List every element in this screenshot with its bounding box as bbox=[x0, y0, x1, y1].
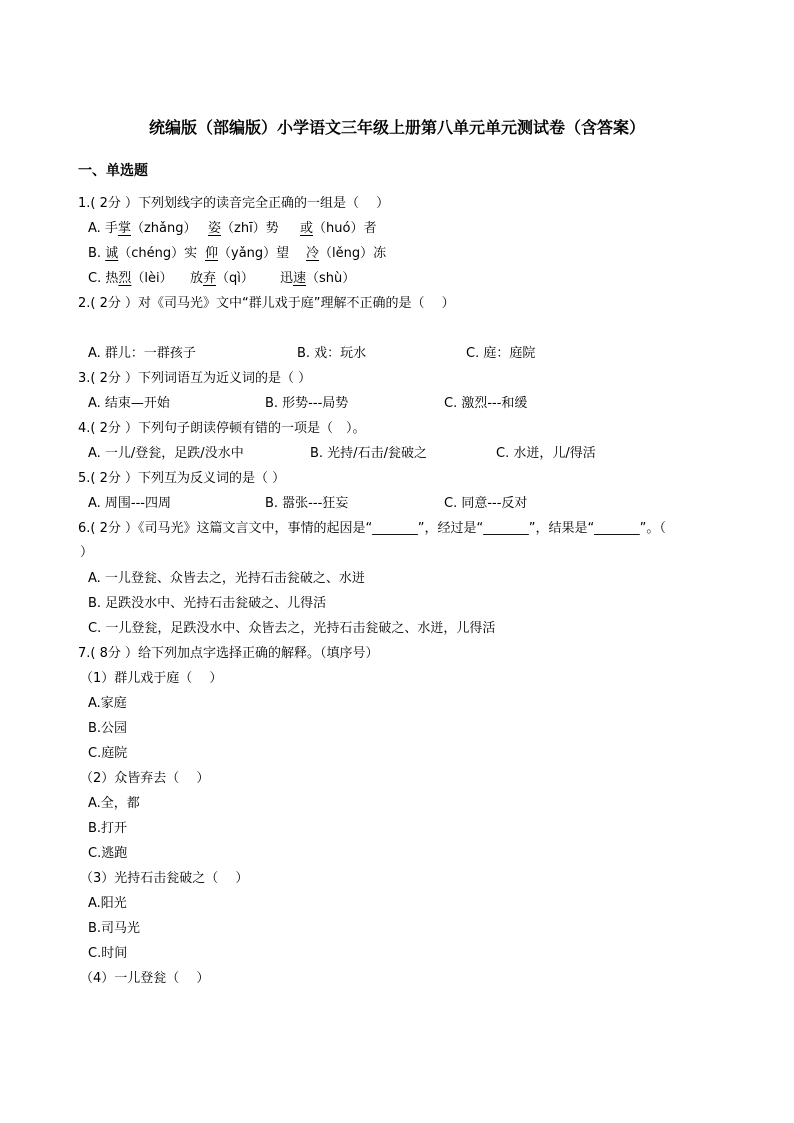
q5-option-b: B. 嚣张---狂妄 bbox=[265, 496, 349, 511]
q1-option-c bbox=[88, 270, 173, 288]
q1-a2-suffix: （zhī）势 bbox=[221, 221, 279, 236]
q1-a-underlined: 掌 bbox=[117, 221, 131, 236]
question-6-stem: 6.( 2分 ）《司马光》这篇文言文中，事情的起因是“_______”，经过是“_______”，结果是“_______”。（ bbox=[78, 521, 666, 536]
q1-option-b bbox=[88, 245, 197, 263]
q1-b2-underlined: 仰 bbox=[205, 246, 219, 261]
q1-c3-prefix: 迅 bbox=[280, 271, 294, 286]
q1-b3-suffix: （lěng）冻 bbox=[319, 246, 387, 261]
q1-option-a bbox=[88, 220, 196, 238]
q7-sub2-option-b: B.打开 bbox=[88, 821, 128, 836]
q3-option-b: B. 形势---局势 bbox=[265, 396, 349, 411]
q1-option-b-word3 bbox=[306, 245, 386, 263]
q7-sub2-option-a: A.全，都 bbox=[88, 796, 140, 811]
q5-option-c: C. 同意---反对 bbox=[444, 496, 528, 511]
question-7-stem: 7.( 8分 ）给下列加点字选择正确的解释。（填序号） bbox=[78, 646, 379, 661]
q5-option-a: A. 周围---四周 bbox=[88, 496, 172, 511]
q2-option-c: C. 庭：庭院 bbox=[466, 346, 536, 361]
section-heading: 一、单选题 bbox=[78, 163, 148, 179]
q1-a-suffix: （zhǎng） bbox=[130, 221, 197, 236]
q1-option-a-word3 bbox=[300, 220, 376, 238]
q1-b2-suffix: （yǎng）望 bbox=[218, 246, 290, 261]
q1-c2-suffix: （qì） bbox=[216, 271, 254, 286]
q7-sub2-option-c: C.逃跑 bbox=[88, 846, 128, 861]
q1-b-underlined: 诚 bbox=[105, 246, 119, 261]
q7-sub1-option-c: C.庭院 bbox=[88, 746, 128, 761]
q1-c3-underlined: 速 bbox=[293, 271, 307, 286]
q7-sub3-option-a: A.阳光 bbox=[88, 896, 127, 911]
q1-c2-prefix: 放 bbox=[190, 271, 204, 286]
q1-c-suffix: （lèi） bbox=[131, 271, 173, 286]
q3-option-a: A. 结束—开始 bbox=[88, 396, 170, 411]
q1-option-b-word2 bbox=[205, 245, 289, 263]
question-6-stem-cont: ） bbox=[80, 545, 94, 560]
q4-option-a: A. 一儿/登瓮，足跌/没水中 bbox=[88, 446, 244, 461]
q7-sub4-stem: （4）一儿登瓮（ ） bbox=[80, 971, 210, 986]
q4-option-c: C. 水迸，儿/得活 bbox=[496, 446, 596, 461]
q7-sub1-stem: （1）群儿戏于庭（ ） bbox=[80, 671, 223, 686]
q6-option-b: B. 足跌没水中、光持石击瓮破之、儿得活 bbox=[88, 596, 327, 611]
q1-a3-underlined: 或 bbox=[300, 221, 314, 236]
q1-a-prefix: A. 手 bbox=[88, 221, 118, 236]
q1-c3-suffix: （shù） bbox=[306, 271, 356, 286]
q4-option-b: B. 光持/石击/瓮破之 bbox=[310, 446, 427, 461]
document-title: 统编版（部编版）小学语文三年级上册第八单元单元测试卷（含答案） bbox=[148, 118, 645, 137]
q3-option-c: C. 激烈---和缓 bbox=[444, 396, 528, 411]
question-3-stem: 3.( 2分 ）下列词语互为近义词的是（ ） bbox=[78, 371, 312, 386]
q7-sub2-stem: （2）众皆弃去（ ） bbox=[80, 771, 210, 786]
q1-option-a-word2 bbox=[208, 220, 279, 238]
q7-sub1-option-b: B.公园 bbox=[88, 721, 128, 736]
q1-c-prefix: C. 热 bbox=[88, 271, 119, 286]
q7-sub1-option-a: A.家庭 bbox=[88, 696, 127, 711]
q1-option-c-word2 bbox=[190, 270, 254, 288]
question-5-stem: 5.( 2分 ）下列互为反义词的是（ ） bbox=[78, 471, 286, 486]
q1-b-suffix: （chéng）实 bbox=[118, 246, 198, 261]
q1-c-underlined: 烈 bbox=[118, 271, 132, 286]
q7-sub3-option-c: C.时间 bbox=[88, 946, 128, 961]
q2-option-b: B. 戏：玩水 bbox=[297, 346, 367, 361]
q1-b-prefix: B. bbox=[88, 246, 106, 261]
question-1-stem: 1.( 2分 ）下列划线字的读音完全正确的一组是（ ） bbox=[78, 196, 390, 211]
q6-option-c: C. 一儿登瓮，足跌没水中、众皆去之，光持石击瓮破之、水迸，儿得活 bbox=[88, 621, 496, 636]
question-4-stem: 4.( 2分 ）下列句子朗读停顿有错的一项是（ ）。 bbox=[78, 421, 366, 436]
q1-option-c-word3 bbox=[280, 270, 355, 288]
question-2-stem: 2.( 2分 ）对《司马光》文中“群儿戏于庭”理解不正确的是（ ） bbox=[78, 296, 455, 311]
q1-c2-underlined: 弃 bbox=[203, 271, 217, 286]
q7-sub3-stem: （3）光持石击瓮破之（ ） bbox=[80, 871, 249, 886]
q2-option-a: A. 群儿：一群孩子 bbox=[88, 346, 196, 361]
q1-a3-suffix: （huó）者 bbox=[313, 221, 377, 236]
q7-sub3-option-b: B.司马光 bbox=[88, 921, 141, 936]
q1-b3-underlined: 冷 bbox=[306, 246, 320, 261]
q1-a2-underlined: 姿 bbox=[208, 221, 222, 236]
q6-option-a: A. 一儿登瓮、众皆去之，光持石击瓮破之、水迸 bbox=[88, 571, 365, 586]
